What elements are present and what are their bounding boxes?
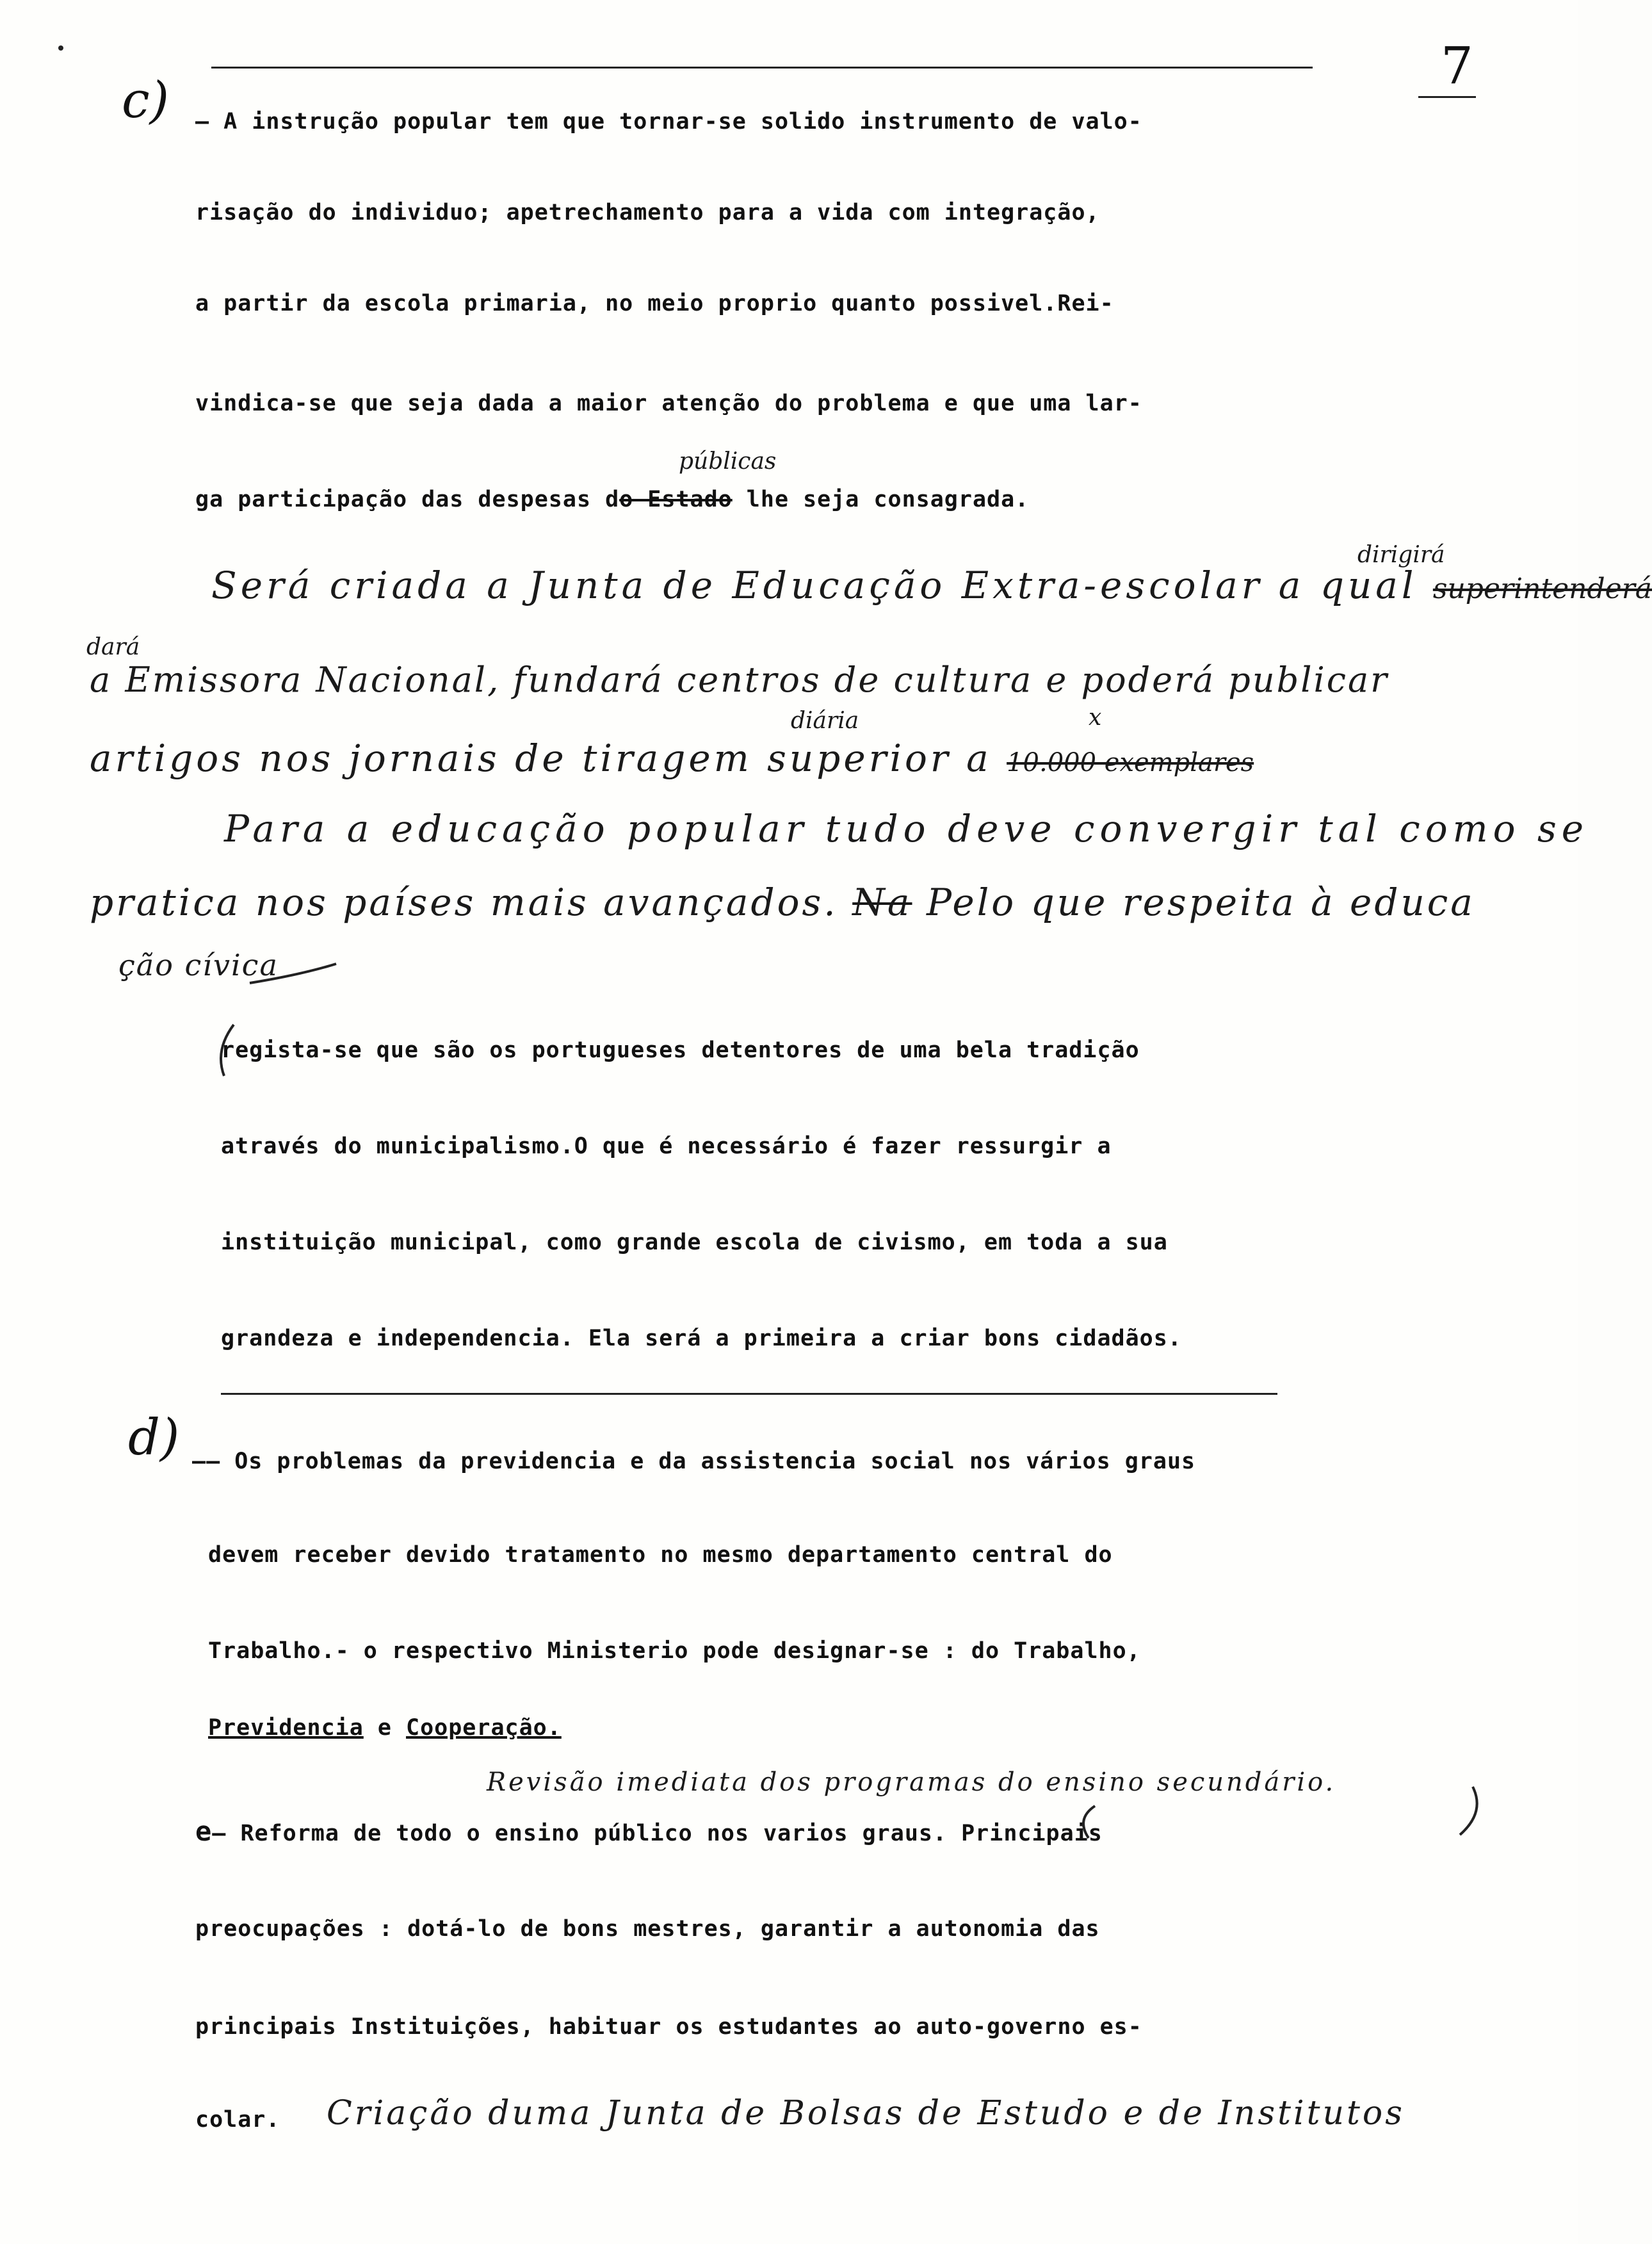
hw1-insert-x: x	[1089, 704, 1102, 731]
page-number: 7	[1441, 36, 1473, 95]
section-d-line-4-a: Previdencia	[208, 1715, 364, 1741]
section-e-bracket-mark	[1083, 1806, 1095, 1838]
hw1-margin-dara: dará	[86, 634, 140, 660]
civic-line-4: grandeza e independencia. Ela será a primeira a criar bons cidadãos.	[221, 1326, 1182, 1351]
civic-line-3: instituição municipal, como grande escola de civismo, em toda a sua	[221, 1230, 1168, 1255]
section-e-line-4-typed: colar.	[195, 2107, 280, 2133]
section-c-insert-publicas: públicas	[679, 448, 777, 475]
section-c-line-4: vindica-se que seja dada a maior atenção do problema e que uma lar-	[195, 391, 1142, 416]
section-e-marker: e	[195, 1816, 213, 1847]
hw1-line-5-after: Pelo que respeita à educa	[926, 881, 1475, 924]
section-c-line-2: risação do individuo; apetrechamento para a vida com integração,	[195, 200, 1100, 225]
stray-dot	[58, 45, 63, 51]
section-d-line-2: devem receber devido tratamento no mesmo departamento central do	[208, 1542, 1113, 1568]
hw1-line-3-mid: superior a	[767, 736, 992, 780]
hw1-insert-dirigira: dirigirá	[1357, 542, 1445, 568]
section-e-line-3: principais Instituições, habituar os estudantes ao auto-governo es-	[195, 2014, 1142, 2040]
section-c-line-5-struck: o Estado	[619, 487, 733, 512]
section-e-line-4-hand: Criação duma Junta de Bolsas de Estudo e de Institutos	[327, 2094, 1405, 2133]
section-e-insert: Revisão imediata dos programas do ensino secundário.	[487, 1768, 1336, 1797]
section-c-line-1: — A instrução popular tem que tornar-se solido instrumento de valo-	[195, 109, 1142, 134]
section-e-line-2: preocupações : dotá-lo de bons mestres, garantir a autonomia das	[195, 1916, 1100, 1942]
civic-bracket-mark	[221, 1025, 234, 1076]
hw1-line-6: ção cívica	[118, 948, 279, 982]
section-c-line-5-before: ga participação das despesas d	[195, 487, 620, 512]
hw1-line-5-before: pratica nos países mais avançados.	[90, 881, 838, 924]
civic-underline-mark	[250, 964, 336, 983]
section-c-marker: c)	[122, 72, 170, 129]
section-e-line-1-text: — Reforma de todo o ensino público nos varios graus. Principais	[212, 1821, 1103, 1846]
hw1-line-3-before: artigos nos jornais de tiragem	[90, 736, 752, 780]
section-e-insert-curve	[1460, 1787, 1477, 1835]
civic-line-2: através do municipalismo.O que é necessário é fazer ressurgir a	[221, 1134, 1112, 1159]
hw1-insert-diaria: diária	[791, 708, 859, 734]
section-d-line-3: Trabalho.- o respectivo Ministerio pode designar-se : do Trabalho,	[208, 1638, 1141, 1664]
hw1-line-3-struck: 10.000 exemplares	[1007, 748, 1254, 777]
section-c-line-5-after: lhe seja consagrada.	[732, 487, 1030, 512]
hw1-line-1-text: Será criada a Junta de Educação Extra-escolar a qual	[211, 564, 1418, 607]
section-c-line-3: a partir da escola primaria, no meio proprio quanto possivel.Rei-	[195, 291, 1114, 316]
section-d-line-1: —— Os problemas da previdencia e da assistencia social nos vários graus	[192, 1449, 1196, 1474]
hw1-line-2: a Emissora Nacional, fundará centros de cultura e poderá publicar	[90, 660, 1389, 700]
section-d-line-4-c: Cooperação.	[406, 1715, 562, 1741]
hw1-line-1-struck: superintenderá	[1432, 573, 1652, 605]
hw1-line-5-struck: Na	[852, 881, 912, 924]
section-d-marker: d)	[128, 1409, 180, 1467]
hw1-line-4: Para a educação popular tudo deve convergir tal como se	[224, 807, 1589, 850]
civic-line-1: regista-se que são os portugueses detentores de uma bela tradição	[221, 1037, 1140, 1063]
section-d-line-4-b: e	[363, 1715, 407, 1741]
